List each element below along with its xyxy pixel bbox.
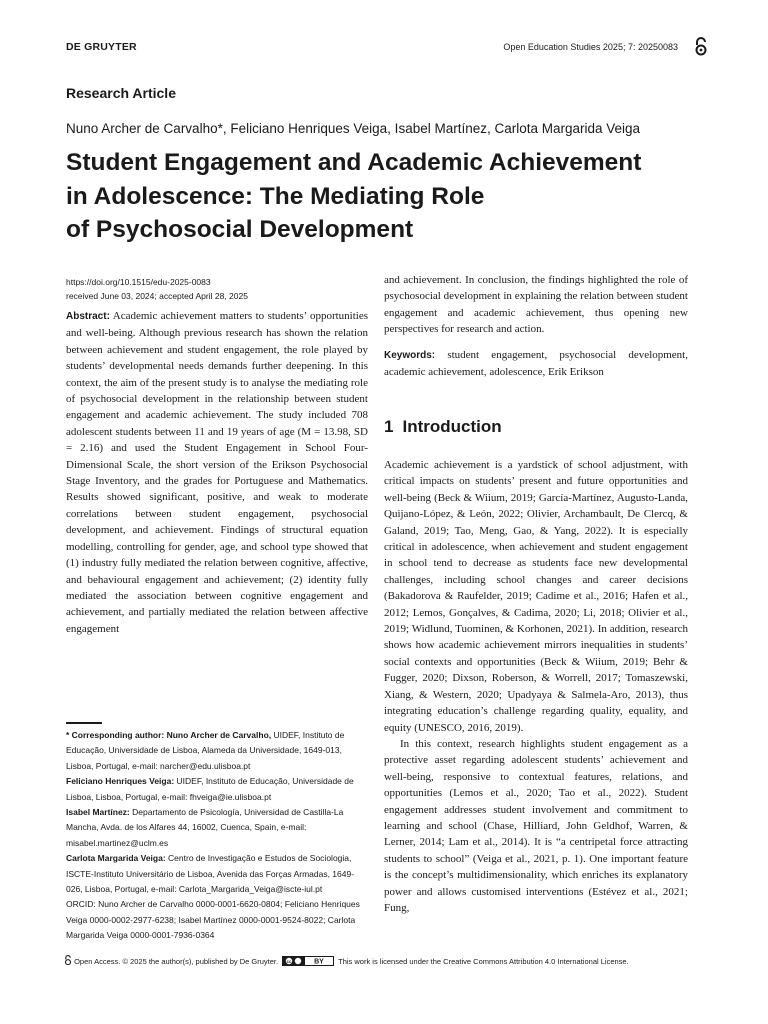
affiliation-entry: Isabel Martínez: Departamento de Psicología, Universidad de Castilla-La Mancha, Avda. de los Alfares 44, 16002, Cuenca, Spain, e-mail: misabel.martinez@uclm.es	[66, 807, 344, 848]
received-accepted-dates: received June 03, 2024; accepted April 28, 2025	[66, 291, 248, 301]
section-number: 1	[384, 417, 394, 436]
affiliation-entry: Feliciano Henriques Veiga: UIDEF, Instituto de Educação, Universidade de Lisboa, Lisboa, Portugal, e-mail: fhveiga@ie.ulisboa.pt	[66, 776, 354, 802]
page-header	[66, 41, 708, 57]
section-heading-introduction	[384, 417, 502, 437]
journal-info: Open Education Studies 2025; 7: 20250083	[503, 42, 678, 52]
author-list: Nuno Archer de Carvalho*, Feliciano Henriques Veiga, Isabel Martínez, Carlota Margarida Veiga	[66, 121, 641, 136]
abstract	[66, 308, 368, 637]
abstract-continuation	[384, 272, 688, 338]
article-meta	[66, 275, 248, 303]
doi-link[interactable]: https://doi.org/10.1515/edu-2025-0083	[66, 277, 211, 287]
license-text: This work is licensed under the Creative Commons Attribution 4.0 International License.	[338, 957, 629, 966]
author-affiliations	[66, 728, 370, 944]
open-access-notice: Open Access. © 2025 the author(s), published by De Gruyter.	[74, 957, 279, 966]
paragraph: Academic achievement is a yardstick of school adjustment, with critical impacts on students’ present and future opportunities and well-being (Beck & Wiium, 2019; García-Martínez, Augusto-Landa, Quijano-López, & León, 2022; Olivier, Archambault, De Clercq, & Galand, 2019; Tao, Meng, Gao, & Yang, 2022). It is especially critical in adolescence, when achievement and student engagement in school tend to decrease as students face new developmental challenges, including school changes and career decisions (Bakadorova & Raufelder, 2019; Cadime et al., 2016; Hafen et al., 2012; Lemos, Gonçalves, & Cadima, 2020; Li, 2018; Olivier et al., 2019; Widlund, Tuominen, & Korhonen, 2021). In addition, research shows how academic achievement mirrors inequalities in students’ social contexts and opportunities (Beck & Wiium, 2019; Behr & Fugger, 2020; Dixson, Roberson, & Worrell, 2017; Tomaszewski, Xiang, & Western, 2020; Upadyaya & Salmela-Aro, 2013), thus integrating education’s challenge regarding quality, equality, and equity (UNESCO, 2016, 2019).	[384, 459, 688, 734]
section-title: Introduction	[402, 417, 502, 436]
footnote-divider	[66, 722, 102, 724]
cc-by-license-icon[interactable]	[282, 956, 334, 966]
cc-by-badge-text: BY	[314, 958, 325, 966]
affiliation-entry: * Corresponding author: Nuno Archer de Carvalho, UIDEF, Instituto de Educação, Universidade de Lisboa, Alameda da Universidade, 1649-013, Lisboa, Portugal, e-mail: narcher@edu.ulisboa.pt	[66, 730, 345, 771]
svg-text:cc: cc	[286, 958, 292, 964]
title-line: of Psychosocial Development	[66, 216, 414, 243]
article-type: Research Article	[66, 85, 176, 101]
open-access-icon	[694, 37, 708, 57]
abstract-continuation-text: and achievement. In conclusion, the findings highlighted the role of psychosocial development in explaining the relation between student engagement and academic achievement, thus opening new perspectives for research and action.	[384, 274, 688, 336]
publisher-name: DE GRUYTER	[66, 41, 137, 53]
introduction-body	[384, 457, 688, 916]
affiliation-entry: Carlota Margarida Veiga: Centro de Investigação e Estudos de Sociologia, ISCTE-Instituto Universitário de Lisboa, Avenida das Forças Armadas, 1649-026, Lisboa, Portugal, e-mail: Carlota_Margarida_Veiga@iscte-iul.pt	[66, 853, 355, 895]
keywords-text: student engagement, psychosocial development, academic achievement, adolescence, Erik Erikson	[384, 349, 688, 379]
open-access-icon	[64, 955, 72, 966]
article-title	[66, 146, 726, 247]
abstract-label: Abstract:	[66, 311, 110, 322]
keywords-label: Keywords:	[384, 350, 436, 361]
abstract-text: Academic achievement matters to students’ opportunities and well-being. Although previous research has shown the relation between achievement and student engagement, the role played by students’ developmental needs demands further deepening. In this context, the aim of the present study is to analyse the mediating role of psychosocial development in the relationship between student engagement and academic achievement. The study included 708 adolescent students between 11 and 19 years of age (M = 13.98, SD = 2.16) and used the Student Engagement in School Four-Dimensional Scale, the short version of the Erikson Psychosocial Stage Inventory, and the grades for Portuguese and Mathematics. Results showed significant, positive, and weak to moderate correlations between student engagement, psychosocial development, and achievement. Findings of structural equation modelling, controlling for gender, age, and school type showed that (1) industry fully mediated the relation between cognitive, affective, and behavioural engagement and achievement; (2) identity fully mediated the association between cognitive engagement and achievement, and partially mediated the relation between affective engagement	[66, 310, 368, 635]
paragraph: In this context, research highlights student engagement as a protective asset regarding adolescent students’ achievement and well-being, responsive to contextual features, relations, and opportunities (Lemos et al., 2020; Tao et al., 2022). Student engagement addresses student involvement and commitment to learning and school (Chase, Hilliard, John Geldhof, Warren, & Lerner, 2014; Lam et al., 2014). It is “a centripetal force attracting students to school” (Veiga et al., 2021, p. 1). One important feature is the concept’s multidimensionality, which enriches its explanatory power and allows customised interventions (Estévez et al., 2021; Fung,	[384, 737, 688, 914]
keywords	[384, 347, 688, 381]
page-footer	[64, 955, 629, 966]
title-line: Student Engagement and Academic Achievement	[66, 149, 642, 176]
orcid-entry: ORCID: Nuno Archer de Carvalho 0000-0001-6620-0804; Feliciano Henriques Veiga 0000-0002-2977-6238; Isabel Martínez 0000-0001-9524-8022; Carlota Margarida Veiga 0000-0001-7936-0364	[66, 899, 360, 941]
title-line: in Adolescence: The Mediating Role	[66, 182, 485, 210]
